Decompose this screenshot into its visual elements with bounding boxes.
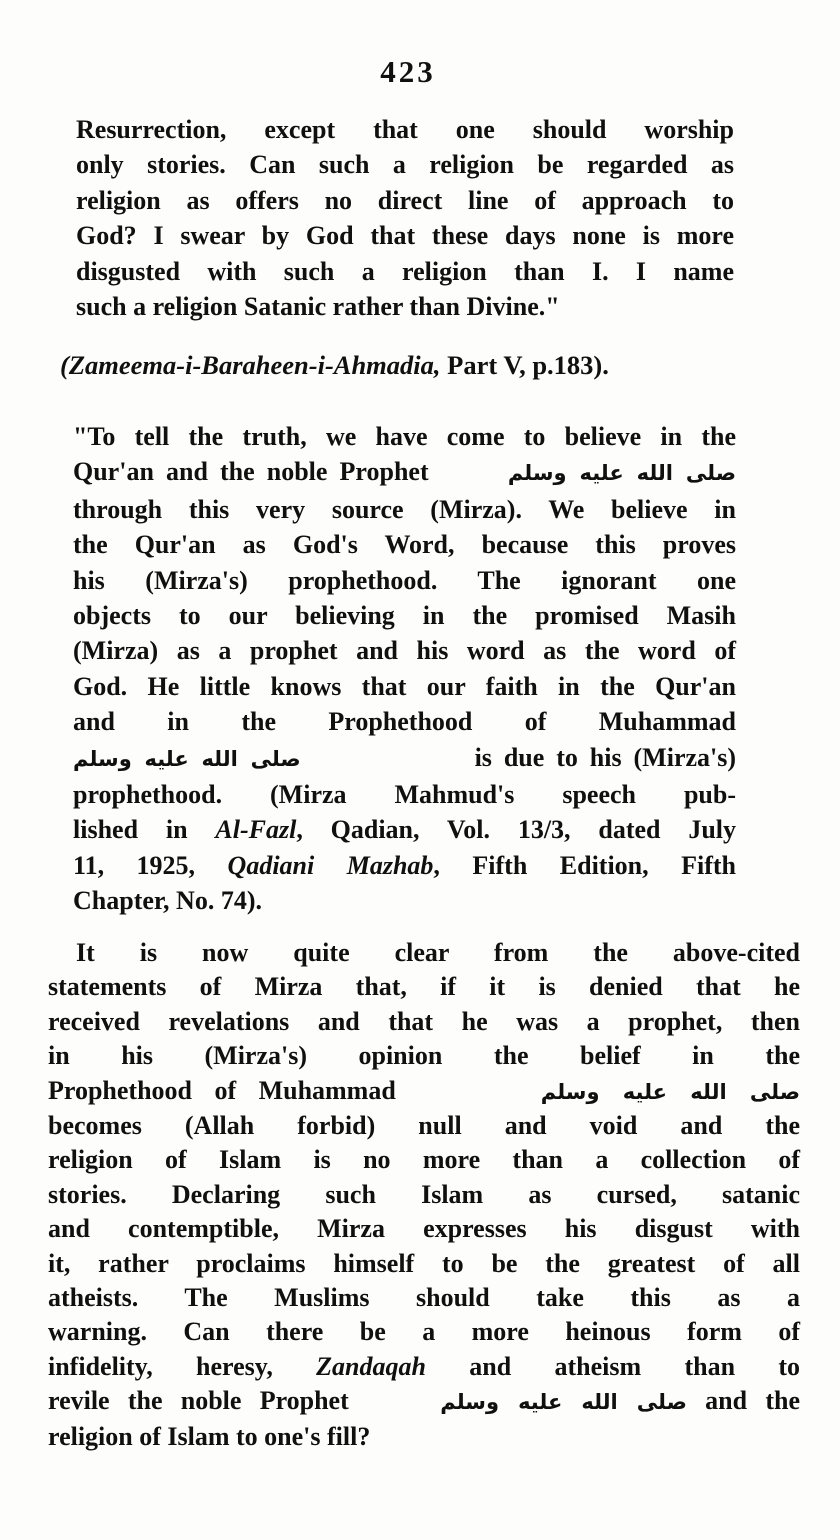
body-text: revile the noble Prophet xyxy=(48,1386,349,1416)
quote-text: is due to his (Mirza's) xyxy=(474,742,737,772)
body-text: infidelity, heresy, xyxy=(48,1351,273,1381)
body-line: warning. Can there be a more heinous form of xyxy=(48,1317,800,1347)
quote-line: religion as offers no direct line of approach to xyxy=(76,185,734,215)
body-line: It is now quite clear from the above-cited xyxy=(76,938,800,967)
body-line: and contemptible, Mirza expresses his disgust with xyxy=(48,1214,800,1244)
spacer xyxy=(313,765,463,766)
citation-reference: Part V, p.183). xyxy=(447,350,609,380)
quote-text: , Qadian, Vol. 13/3, dated July xyxy=(296,815,737,845)
arabic-honorific: صلى الله عليه وسلم xyxy=(540,1079,801,1104)
body-line: religion of Islam is no more than a collection of xyxy=(48,1145,800,1175)
quote-line: Resurrection, except that one should worship xyxy=(76,115,734,144)
quote-line: the Qur'an as God's Word, because this proves xyxy=(73,530,736,560)
citation-text xyxy=(60,348,800,383)
quote-line: prophethood. (Mirza Mahmud's speech pub- xyxy=(73,780,736,810)
quote-line: only stories. Can such a religion be regarded as xyxy=(76,150,734,180)
quote-line: through this very source (Mirza). We believe in xyxy=(73,494,736,524)
blockquote-1 xyxy=(76,112,734,324)
quote-line xyxy=(73,812,736,847)
spacer xyxy=(367,1408,422,1409)
quote-line: and in the Prophethood of Muhammad xyxy=(73,707,736,737)
quote-line xyxy=(73,740,736,777)
quote-text: , Fifth Edition, Fifth xyxy=(433,850,736,880)
body-line xyxy=(48,1384,800,1419)
body-line: stories. Declaring such Islam as cursed, satanic xyxy=(48,1179,800,1209)
blockquote-2 xyxy=(73,419,736,919)
book-title-italic: Al-Fazl xyxy=(215,815,297,845)
book-title-italic: Qadiani Mazhab xyxy=(227,850,434,880)
quote-line xyxy=(73,848,736,883)
body-line: in his (Mirza's) opinion the belief in the xyxy=(48,1041,800,1071)
body-line xyxy=(48,1074,800,1109)
body-paragraph xyxy=(48,936,800,1454)
quote-line: disgusted with such a religion than I. I name xyxy=(76,256,734,286)
quote-line: objects to our believing in the promised Masih xyxy=(73,601,736,631)
arabic-honorific: صلى الله عليه وسلم xyxy=(73,746,301,771)
quote-text: Qur'an and the noble Prophet xyxy=(73,457,429,487)
body-line: becomes (Allah forbid) null and void and the xyxy=(48,1111,800,1141)
arabic-honorific: صلى الله عليه وسلم xyxy=(440,1390,687,1415)
spacer xyxy=(418,1098,518,1099)
body-line xyxy=(48,1350,800,1384)
page-number: 423 xyxy=(380,54,436,89)
arabic-honorific: صلى الله عليه وسلم xyxy=(507,461,736,486)
body-line: atheists. The Muslims should take this as a xyxy=(48,1283,800,1313)
spacer xyxy=(441,479,496,480)
body-line: religion of Islam to one's fill? xyxy=(48,1421,371,1451)
body-text: Prophethood of Muhammad xyxy=(48,1075,396,1105)
quote-text: 11, 1925, xyxy=(73,850,196,880)
quote-line: "To tell the truth, we have come to believe in the xyxy=(73,422,736,451)
body-line: received revelations and that he was a prophet, then xyxy=(48,1006,800,1036)
quote-line: Chapter, No. 74). xyxy=(73,886,262,916)
body-text: and the xyxy=(705,1386,800,1416)
quote-line: such a religion Satanic rather than Divine." xyxy=(76,292,560,322)
quote-line: his (Mirza's) prophethood. The ignorant one xyxy=(73,565,736,595)
quote-line: God. He little knows that our faith in the Qur'an xyxy=(73,671,736,701)
term-italic: Zandaqah xyxy=(316,1351,426,1381)
quote-line: God? I swear by God that these days none is more xyxy=(76,221,734,251)
quote-line xyxy=(73,454,736,491)
quote-line: (Mirza) as a prophet and his word as the word of xyxy=(73,636,736,666)
citation-book-title: (Zameema-i-Baraheen-i-Ahmadia, xyxy=(60,350,441,380)
body-text: and atheism than to xyxy=(469,1351,801,1381)
body-line: it, rather proclaims himself to be the greatest of all xyxy=(48,1248,800,1278)
citation-line xyxy=(60,348,800,383)
quote-text: lished in xyxy=(73,815,188,845)
body-line: statements of Mirza that, if it is denied that he xyxy=(48,972,800,1002)
